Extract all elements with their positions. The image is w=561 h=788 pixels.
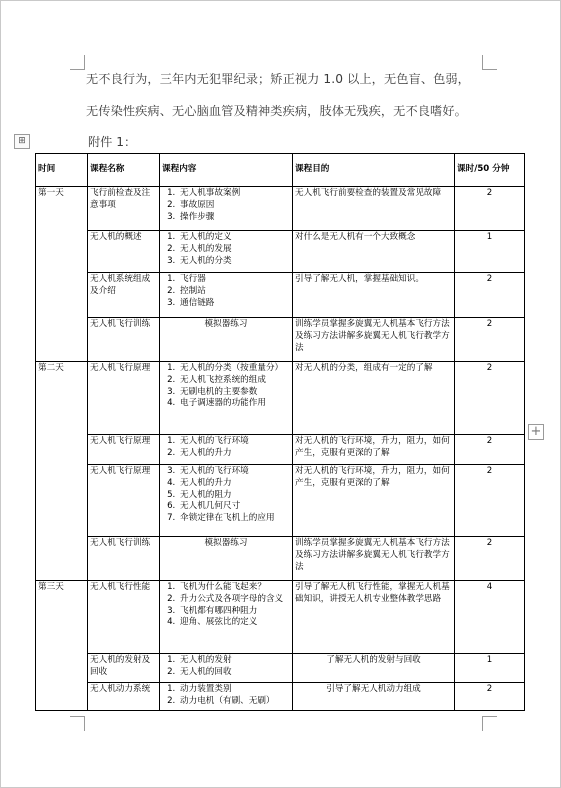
course-hours: 2 — [455, 187, 525, 231]
course-name: 无人机系统组成及介绍 — [88, 273, 160, 318]
course-hours: 4 — [455, 581, 525, 654]
margin-mark-bottom-right — [482, 716, 497, 731]
content-item: 4. 电子调速器的功能作用 — [178, 398, 290, 410]
course-content — [160, 581, 293, 654]
course-content — [160, 187, 293, 231]
body-text-line-1: 无不良行为，三年内无犯罪纪录；矫正视力 1.0 以上，无色盲、色弱， — [86, 72, 470, 86]
table-row — [36, 362, 525, 435]
margin-mark-top-left — [70, 55, 85, 70]
course-goal: 无人机飞行前要检查的装置及常见故障 — [293, 187, 455, 231]
course-content — [160, 683, 293, 711]
header-hours: 课时/50 分钟 — [455, 154, 525, 187]
content-item: 1. 飞行器 — [178, 274, 290, 286]
content-item: 3. 飞机都有哪四种阻力 — [178, 606, 290, 618]
content-item: 1. 动力装置类别 — [178, 684, 290, 696]
header-course-content: 课程内容 — [160, 154, 293, 187]
margin-mark-bottom-left — [70, 716, 85, 731]
content-item: 2. 事故原因 — [178, 200, 290, 212]
course-content: 模拟器练习 — [160, 318, 293, 362]
content-item: 3. 无刷电机的主要参数 — [178, 387, 290, 399]
course-name: 无人机动力系统 — [88, 683, 160, 711]
body-text-line-2: 无传染性疾病、无心脑血管及精神类疾病，肢体无残疾，无不良嗜好。 — [86, 104, 467, 118]
content-item: 3. 通信链路 — [178, 298, 290, 310]
attachment-label: 附件 1： — [88, 135, 137, 149]
content-item: 3. 无人机的飞行环境 — [178, 466, 290, 478]
course-hours: 2 — [455, 273, 525, 318]
course-hours: 2 — [455, 435, 525, 465]
course-goal: 对无人机的飞行环境，升力，阻力，如何产生，克服有更深的了解 — [293, 465, 455, 537]
course-name: 飞行前检查及注意事项 — [88, 187, 160, 231]
course-name: 无人机飞行原理 — [88, 362, 160, 435]
course-hours: 2 — [455, 362, 525, 435]
header-course-name: 课程名称 — [88, 154, 160, 187]
content-item: 2. 无人机的回收 — [178, 667, 290, 679]
course-goal: 引导了解无人机动力组成 — [293, 683, 455, 711]
table-row — [36, 654, 525, 683]
header-course-goal: 课程目的 — [293, 154, 455, 187]
course-goal: 训练学员掌握多旋翼无人机基本飞行方法及练习方法讲解多旋翼无人机飞行教学方法 — [293, 318, 455, 362]
table-row — [36, 683, 525, 711]
content-item: 2. 无人机的升力 — [178, 448, 290, 460]
course-goal: 训练学员掌握多旋翼无人机基本飞行方法及练习方法讲解多旋翼无人机飞行教学方法 — [293, 537, 455, 581]
day-cell: 第三天 — [36, 581, 88, 711]
content-item: 2. 无人机的发展 — [178, 244, 290, 256]
content-item: 5. 无人机的阻力 — [178, 490, 290, 502]
day-cell: 第一天 — [36, 187, 88, 362]
table-row — [36, 318, 525, 362]
course-name: 无人机飞行原理 — [88, 435, 160, 465]
day-cell: 第二天 — [36, 362, 88, 581]
course-content — [160, 654, 293, 683]
header-time: 时间 — [36, 154, 88, 187]
content-item: 1. 无人机事故案例 — [178, 188, 290, 200]
table-row — [36, 231, 525, 273]
table-row — [36, 435, 525, 465]
course-content — [160, 435, 293, 465]
table-row — [36, 581, 525, 654]
add-column-icon[interactable]: + — [528, 424, 544, 440]
course-name: 无人机飞行性能 — [88, 581, 160, 654]
course-content: 模拟器练习 — [160, 537, 293, 581]
course-goal: 了解无人机的发射与回收 — [293, 654, 455, 683]
course-hours: 2 — [455, 318, 525, 362]
course-name: 无人机飞行训练 — [88, 537, 160, 581]
course-hours: 2 — [455, 537, 525, 581]
course-hours: 1 — [455, 231, 525, 273]
table-row — [36, 465, 525, 537]
course-name: 无人机的概述 — [88, 231, 160, 273]
course-name: 无人机的发射及回收 — [88, 654, 160, 683]
content-item: 4. 无人机的升力 — [178, 478, 290, 490]
content-item: 1. 无人机的发射 — [178, 655, 290, 667]
content-item: 4. 迎角、展弦比的定义 — [178, 617, 290, 629]
course-name: 无人机飞行训练 — [88, 318, 160, 362]
course-hours: 1 — [455, 654, 525, 683]
content-item: 1. 飞机为什么能飞起来？ — [178, 582, 290, 594]
course-content — [160, 231, 293, 273]
content-item: 7. 伞锁定律在飞机上的应用 — [178, 513, 290, 525]
course-goal: 对无人机的分类，组成有一定的了解 — [293, 362, 455, 435]
content-item: 6. 无人机几何尺寸 — [178, 501, 290, 513]
course-content — [160, 465, 293, 537]
course-hours: 2 — [455, 465, 525, 537]
course-goal: 对什么是无人机有一个大致概念 — [293, 231, 455, 273]
table-row — [36, 187, 525, 231]
content-item: 2. 动力电机（有刷、无刷） — [178, 696, 290, 708]
margin-mark-top-right — [482, 55, 497, 70]
table-move-handle-icon[interactable]: ⊞ — [14, 134, 30, 149]
course-content — [160, 362, 293, 435]
course-name: 无人机飞行原理 — [88, 465, 160, 537]
course-goal: 对无人机的飞行环境，升力，阻力，如何产生，克服有更深的了解 — [293, 435, 455, 465]
course-table — [35, 153, 525, 711]
table-row — [36, 537, 525, 581]
table-row — [36, 273, 525, 318]
course-content — [160, 273, 293, 318]
table-header-row — [36, 154, 525, 187]
content-item: 2. 无人机飞控系统的组成 — [178, 375, 290, 387]
content-item: 1. 无人机的飞行环境 — [178, 436, 290, 448]
content-item: 3. 无人机的分类 — [178, 256, 290, 268]
content-item: 1. 无人机的定义 — [178, 232, 290, 244]
content-item: 1. 无人机的分类（按重量分） — [178, 363, 290, 375]
course-hours: 2 — [455, 683, 525, 711]
course-goal: 引导了解无人机，掌握基础知识。 — [293, 273, 455, 318]
content-item: 3. 操作步骤 — [178, 212, 290, 224]
content-item: 2. 控制站 — [178, 286, 290, 298]
course-goal: 引导了解无人机飞行性能，掌握无人机基础知识，讲授无人机专业整体教学思路 — [293, 581, 455, 654]
content-item: 2. 升力公式及各项字母的含义 — [178, 594, 290, 606]
